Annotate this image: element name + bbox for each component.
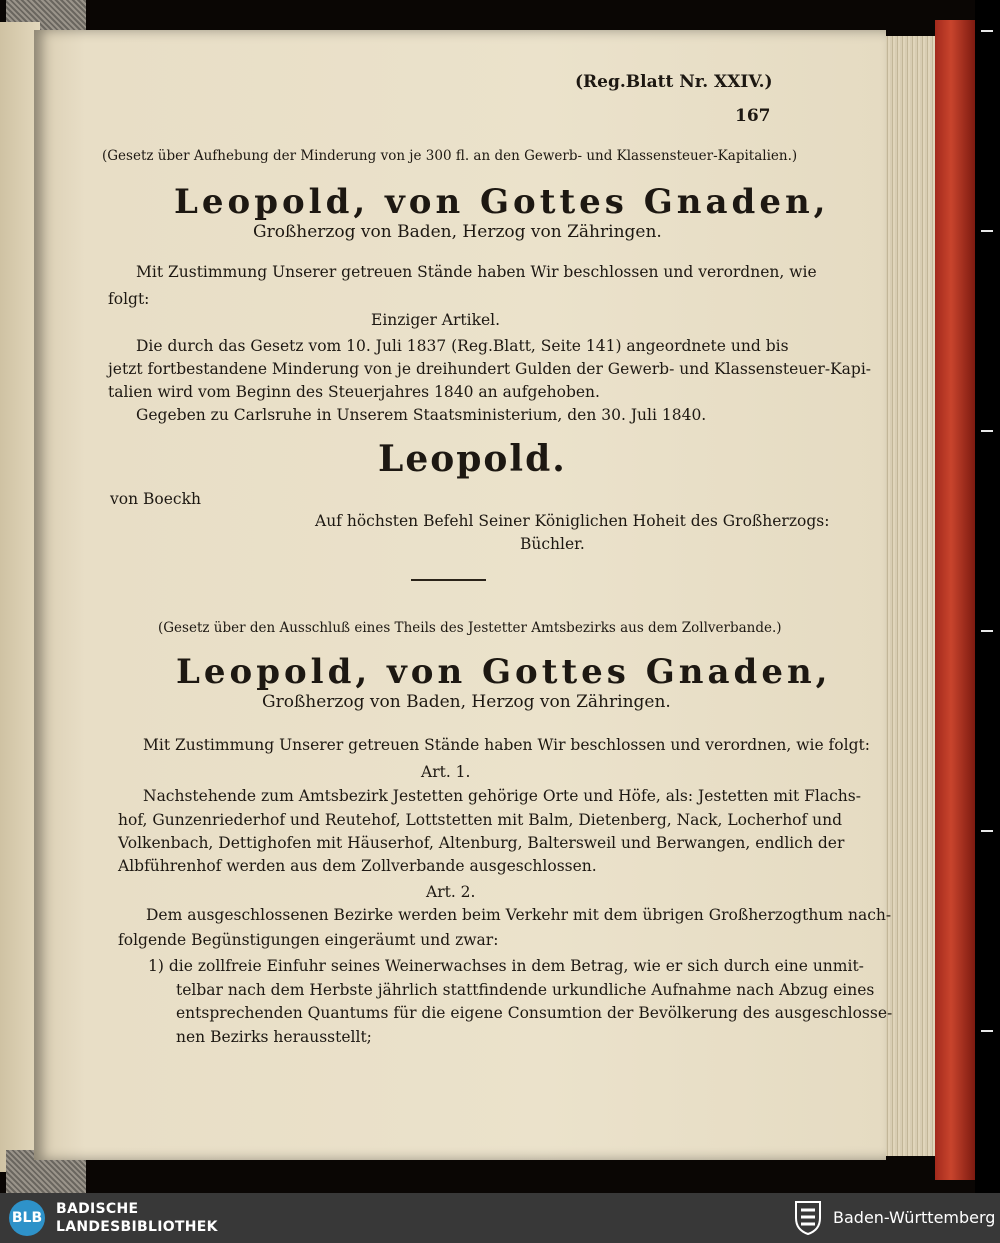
law2-item1-line: telbar nach dem Herbste jährlich stattfindende urkundliche Aufnahme nach Abzug eines <box>176 981 875 999</box>
blb-logo-icon[interactable]: BLB <box>9 1200 45 1236</box>
law2-art2-line: Dem ausgeschlossenen Bezirke werden beim Verkehr mit dem übrigen Großherzogthum nach- <box>146 906 892 924</box>
blb-name-line2[interactable]: LANDESBIBLIOTHEK <box>56 1219 218 1235</box>
law1-article-heading: Einziger Artikel. <box>371 311 501 329</box>
law1-subtitle: (Gesetz über Aufhebung der Minderung von je 300 fl. an den Gewerb- und Klassensteuer-Kapitalien.) <box>102 148 798 164</box>
blb-name-line1[interactable]: BADISCHE <box>56 1201 139 1217</box>
section-divider <box>411 579 486 581</box>
law1-intro-2: folgt: <box>108 290 150 308</box>
law2-grand-duke: Großherzog von Baden, Herzog von Zähringen. <box>262 692 671 712</box>
law2-art1-line: Volkenbach, Dettighofen mit Häuserhof, Altenburg, Baltersweil und Berwangen, endlich der <box>118 834 845 852</box>
page-edges <box>880 36 940 1156</box>
law2-item1-line: entsprechenden Quantums für die eigene Consumtion der Bevölkerung des ausgeschlosse- <box>176 1004 893 1022</box>
law2-art1-line: Albführenhof werden aus dem Zollverbande ausgeschlossen. <box>118 857 597 875</box>
law1-grand-duke: Großherzog von Baden, Herzog von Zähringen. <box>253 222 662 242</box>
page-number: 167 <box>735 106 771 126</box>
law2-item1-line: nen Bezirks herausstellt; <box>176 1028 372 1046</box>
law1-signature: Leopold. <box>378 438 567 480</box>
book-cover-edge <box>935 20 975 1180</box>
bw-coat-of-arms-icon[interactable] <box>793 1200 823 1236</box>
law1-text-2: jetzt fortbestandene Minderung von je dreihundert Gulden der Gewerb- und Klassensteuer-Kapi- <box>108 360 872 378</box>
law1-text-3: talien wird vom Beginn des Steuerjahres 1840 an aufgehoben. <box>108 383 600 401</box>
law2-title: Leopold, von Gottes Gnaden, <box>176 652 832 692</box>
bw-label[interactable]: Baden-Württemberg <box>833 1208 996 1227</box>
law1-given: Gegeben zu Carlsruhe in Unserem Staatsministerium, den 30. Juli 1840. <box>136 406 707 424</box>
law1-intro-1: Mit Zustimmung Unserer getreuen Stände haben Wir beschlossen und verordnen, wie <box>136 263 817 281</box>
viewer-footer <box>0 1193 1000 1243</box>
law2-art1-heading: Art. 1. <box>421 763 471 781</box>
law1-secretary: Büchler. <box>520 535 585 553</box>
scan-ruler <box>975 0 1000 1193</box>
law2-art2-line: folgende Begünstigungen eingeräumt und zwar: <box>118 931 499 949</box>
law1-order: Auf höchsten Befehl Seiner Königlichen Hoheit des Großherzogs: <box>315 512 830 530</box>
law1-text-1: Die durch das Gesetz vom 10. Juli 1837 (Reg.Blatt, Seite 141) angeordnete und bis <box>136 337 789 355</box>
law2-intro: Mit Zustimmung Unserer getreuen Stände haben Wir beschlossen und verordnen, wie folgt: <box>143 736 870 754</box>
law2-subtitle: (Gesetz über den Ausschluß eines Theils des Jestetter Amtsbezirks aus dem Zollverbande.) <box>158 620 782 636</box>
law2-art2-heading: Art. 2. <box>426 883 476 901</box>
law2-art1-line: Nachstehende zum Amtsbezirk Jestetten gehörige Orte und Höfe, als: Jestetten mit Flachs- <box>143 787 861 805</box>
law1-minister: von Boeckh <box>110 490 201 508</box>
law1-title: Leopold, von Gottes Gnaden, <box>174 182 830 222</box>
law2-item1-line: 1) die zollfreie Einfuhr seines Weinerwachses in dem Betrag, wie er sich durch eine unmit- <box>148 957 864 975</box>
law2-art1-line: hof, Gunzenriederhof und Reutehof, Lottstetten mit Balm, Dietenberg, Nack, Locherhof und <box>118 811 843 829</box>
reg-blatt-header: (Reg.Blatt Nr. XXIV.) <box>575 72 773 92</box>
